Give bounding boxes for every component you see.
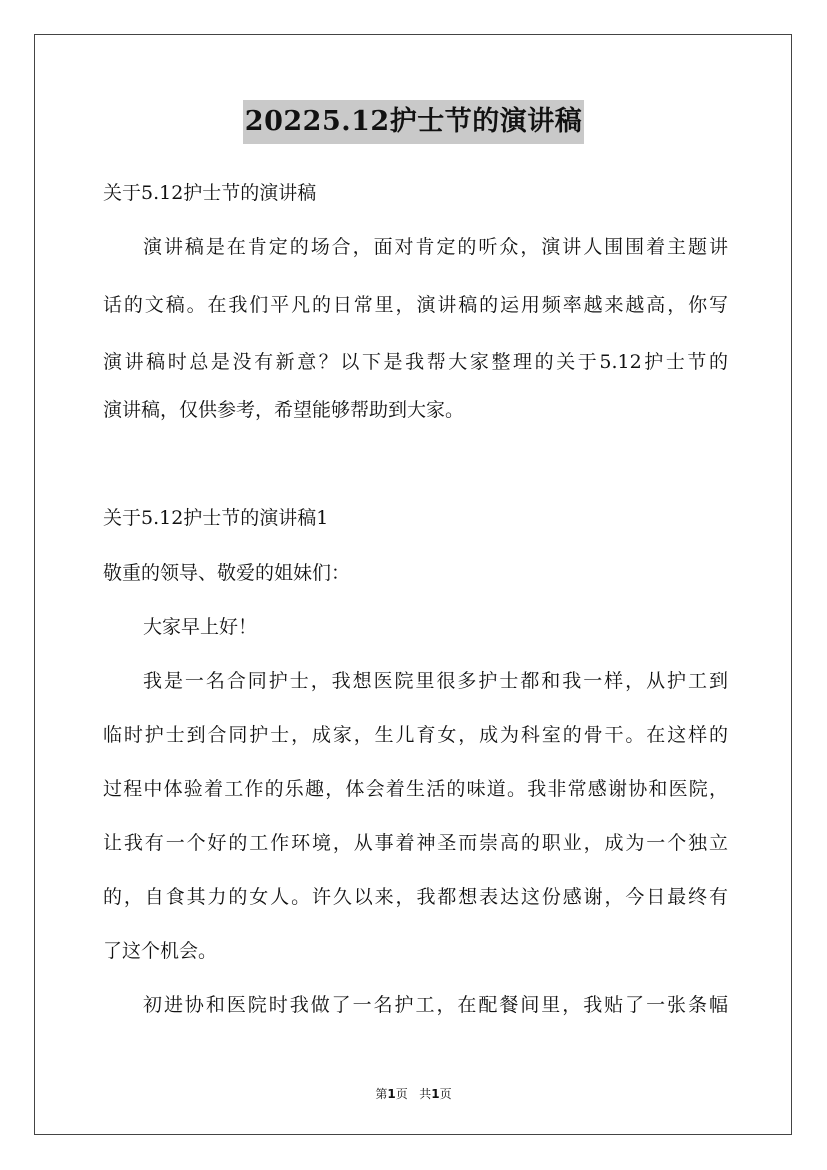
document-title: 20225.12护士节的演讲稿 — [243, 100, 584, 144]
intro-line: 演讲稿时总是没有新意？以下是我帮大家整理的关于5.12护士节的 — [103, 351, 728, 373]
total-number: 1 — [431, 1087, 440, 1101]
subtitle: 关于5.12护士节的演讲稿 — [103, 182, 317, 204]
total-prefix: 共 — [419, 1087, 432, 1101]
salutation: 敬重的领导、敬爱的姐妹们： — [103, 562, 351, 584]
intro-line: 演讲稿是在肯定的场合，面对肯定的听众，演讲人围围着主题讲 — [143, 236, 728, 258]
page-prefix: 第 — [375, 1087, 388, 1101]
body-line: 临时护士到合同护士，成家，生儿育女，成为科室的骨干。在这样的 — [103, 724, 728, 746]
section-heading: 关于5.12护士节的演讲稿1 — [103, 507, 329, 529]
body-line: 初进协和医院时我做了一名护工，在配餐间里，我贴了一张条幅 — [143, 994, 728, 1016]
body-line: 过程中体验着工作的乐趣，体会着生活的味道。我非常感谢协和医院， — [103, 778, 728, 800]
total-suffix: 页 — [439, 1087, 452, 1101]
title-wrap — [0, 100, 827, 144]
intro-line: 演讲稿，仅供参考，希望能够帮助到大家。 — [103, 399, 465, 421]
body-line: 的，自食其力的女人。许久以来，我都想表达这份感谢，今日最终有 — [103, 886, 728, 908]
body-line: 了这个机会。 — [103, 940, 218, 962]
body-line: 我是一名合同护士，我想医院里很多护士都和我一样，从护工到 — [143, 670, 728, 692]
greeting: 大家早上好！ — [143, 616, 258, 638]
page-footer — [0, 1085, 827, 1102]
intro-line: 话的文稿。在我们平凡的日常里，演讲稿的运用频率越来越高，你写 — [103, 294, 728, 316]
page-suffix: 页 — [395, 1087, 408, 1101]
page-number: 1 — [387, 1087, 396, 1101]
body-line: 让我有一个好的工作环境，从事着神圣而崇高的职业，成为一个独立 — [103, 832, 728, 854]
